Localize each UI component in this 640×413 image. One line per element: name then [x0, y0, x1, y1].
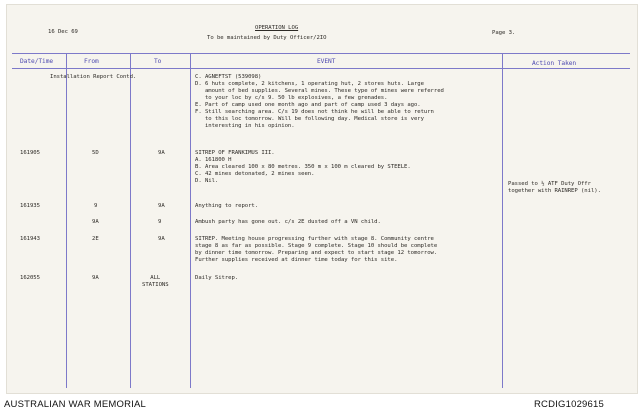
header-bottom-rule [12, 68, 630, 69]
log-title: OPERATION LOG [255, 25, 299, 31]
entry-5-from: 9A [92, 275, 99, 281]
entry-4-event: SITREP. Meeting house progressing further with stage 8. Community centre stage 8 as far as possible. Stage 9 complete. Stage 10 should be complete by dinner time tomorrow. Preparing and expect to start stage 12 tomorrow. Further supplies received at dinner time today for this site. [195, 236, 438, 263]
entry-3-to: 9 [158, 219, 162, 225]
log-subtitle: To be maintained by Duty Officer/2IO [207, 35, 327, 41]
entry-4-datetime: 161943 [20, 236, 40, 242]
col-header-action: Action Taken [532, 60, 577, 67]
entry-2-datetime: 161935 [20, 203, 40, 209]
page-number: Page 3. [492, 30, 516, 36]
entry-5-datetime: 162055 [20, 275, 40, 281]
entry-4-to: 9A [158, 236, 165, 242]
entry-2-to: 9A [158, 203, 165, 209]
footer-record-id: RCDIG1029615 [534, 399, 604, 410]
column-divider-4 [502, 53, 503, 388]
entry-3-from: 9A [92, 219, 99, 225]
col-header-to: To [154, 58, 162, 65]
entry-1-action: Passed to ½ ATF Duty Offr together with RAINREP (nil). [508, 181, 601, 194]
entry-1-from: 5D [92, 150, 99, 156]
entry-0-event: C. AGNEFTST (539098) D. 6 huts complete, 2 kitchens, 1 operating hut, 2 stores huts. Large amount of bed supplies. Several mines. These type of mines were referred to your loc by c/s 9. 50 lb explosives, a few grenades. E. Part of camp used one month ago and part of camp used 3 days ago. F. Still searching area. C/s 19 does not think he will be able to return to this loc tomorrow. Will be following day. Medical store is very interesting in his opinion. [195, 74, 444, 129]
column-divider-2 [130, 53, 131, 388]
entry-3-event: Ambush party has gone out. c/s 2E dusted off a VN child. [195, 219, 381, 225]
col-header-datetime: Date/Time [20, 58, 54, 65]
entry-2-from: 9 [94, 203, 98, 209]
entry-4-from: 2E [92, 236, 99, 242]
entry-5-to: ALL STATIONS [142, 275, 169, 288]
entry-0-from: Installation Report Contd. [50, 74, 137, 80]
col-header-event: EVENT [317, 58, 336, 65]
footer-archive-name: AUSTRALIAN WAR MEMORIAL [4, 399, 147, 410]
entry-5-event: Daily Sitrep. [195, 275, 239, 281]
entry-1-to: 9A [158, 150, 165, 156]
log-date: 16 Dec 69 [48, 29, 78, 35]
entry-1-datetime: 161905 [20, 150, 40, 156]
column-divider-3 [190, 53, 191, 388]
entry-2-event: Anything to report. [195, 203, 259, 209]
entry-1-event: SITREP OF FRANKIMUS III. A. 161800 H B. Area cleared 100 x 80 metres. 350 m x 100 m cleared by STEELE. C. 42 mines detonated, 2 mines seen. D. Nil. [195, 150, 411, 184]
column-divider-1 [66, 53, 67, 388]
col-header-from: From [84, 58, 99, 65]
header-top-rule [12, 53, 630, 54]
